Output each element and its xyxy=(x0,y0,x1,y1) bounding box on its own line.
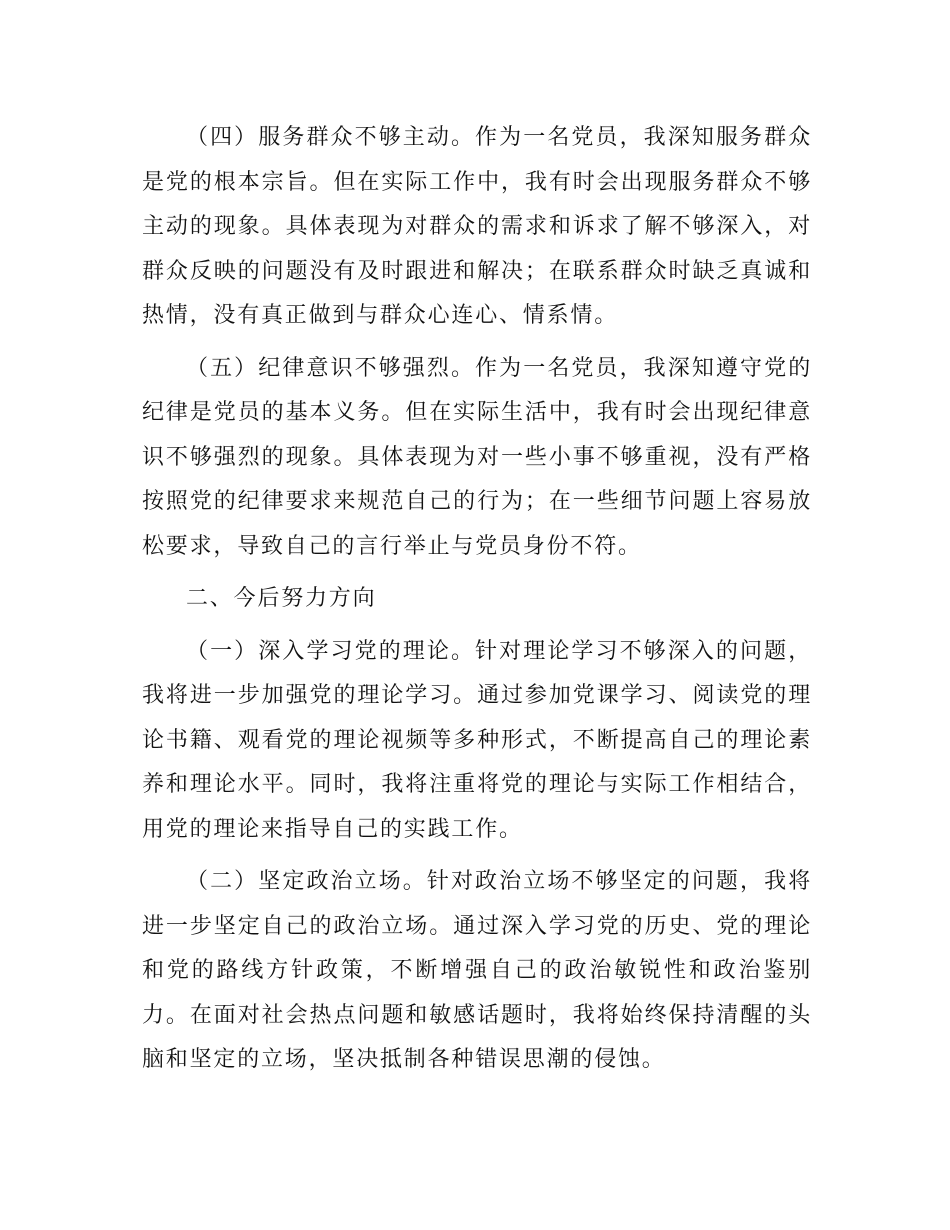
section-heading-future-direction: 二、今后努力方向 xyxy=(186,586,377,611)
paragraph-study-theory: （一）深入学习党的理论。针对理论学习不够深入的问题，我将进一步加强党的理论学习。通过参加党课学习、阅读党的理论书籍、观看党的理论视频等多种形式，不断提高自己的理论素养和理论水平。同时，我将注重将党的理论与实际工作相结合，用党的理论来指导自己的实践工作。 xyxy=(142,638,812,842)
paragraph-service-masses: （四）服务群众不够主动。作为一名党员，我深知服务群众是党的根本宗旨。但在实际工作中，我有时会出现服务群众不够主动的现象。具体表现为对群众的需求和诉求了解不够深入，对群众反映的问题没有及时跟进和解决；在联系群众时缺乏真诚和热情，没有真正做到与群众心连心、情系情。 xyxy=(142,125,812,328)
paragraph-political-stance: （二）坚定政治立场。针对政治立场不够坚定的问题，我将进一步坚定自己的政治立场。通过深入学习党的历史、党的理论和党的路线方针政策，不断增强自己的政治敏锐性和政治鉴别力。在面对社会热点问题和敏感话题时，我将始终保持清醒的头脑和坚定的立场，坚决抵制各种错误思潮的侵蚀。 xyxy=(142,869,812,1072)
paragraph-discipline-awareness: （五）纪律意识不够强烈。作为一名党员，我深知遵守党的纪律是党员的基本义务。但在实际生活中，我有时会出现纪律意识不够强烈的现象。具体表现为对一些小事不够重视，没有严格按照党的纪律要求来规范自己的行为；在一些细节问题上容易放松要求，导致自己的言行举止与党员身份不符。 xyxy=(142,355,812,559)
document-body xyxy=(142,116,812,1091)
